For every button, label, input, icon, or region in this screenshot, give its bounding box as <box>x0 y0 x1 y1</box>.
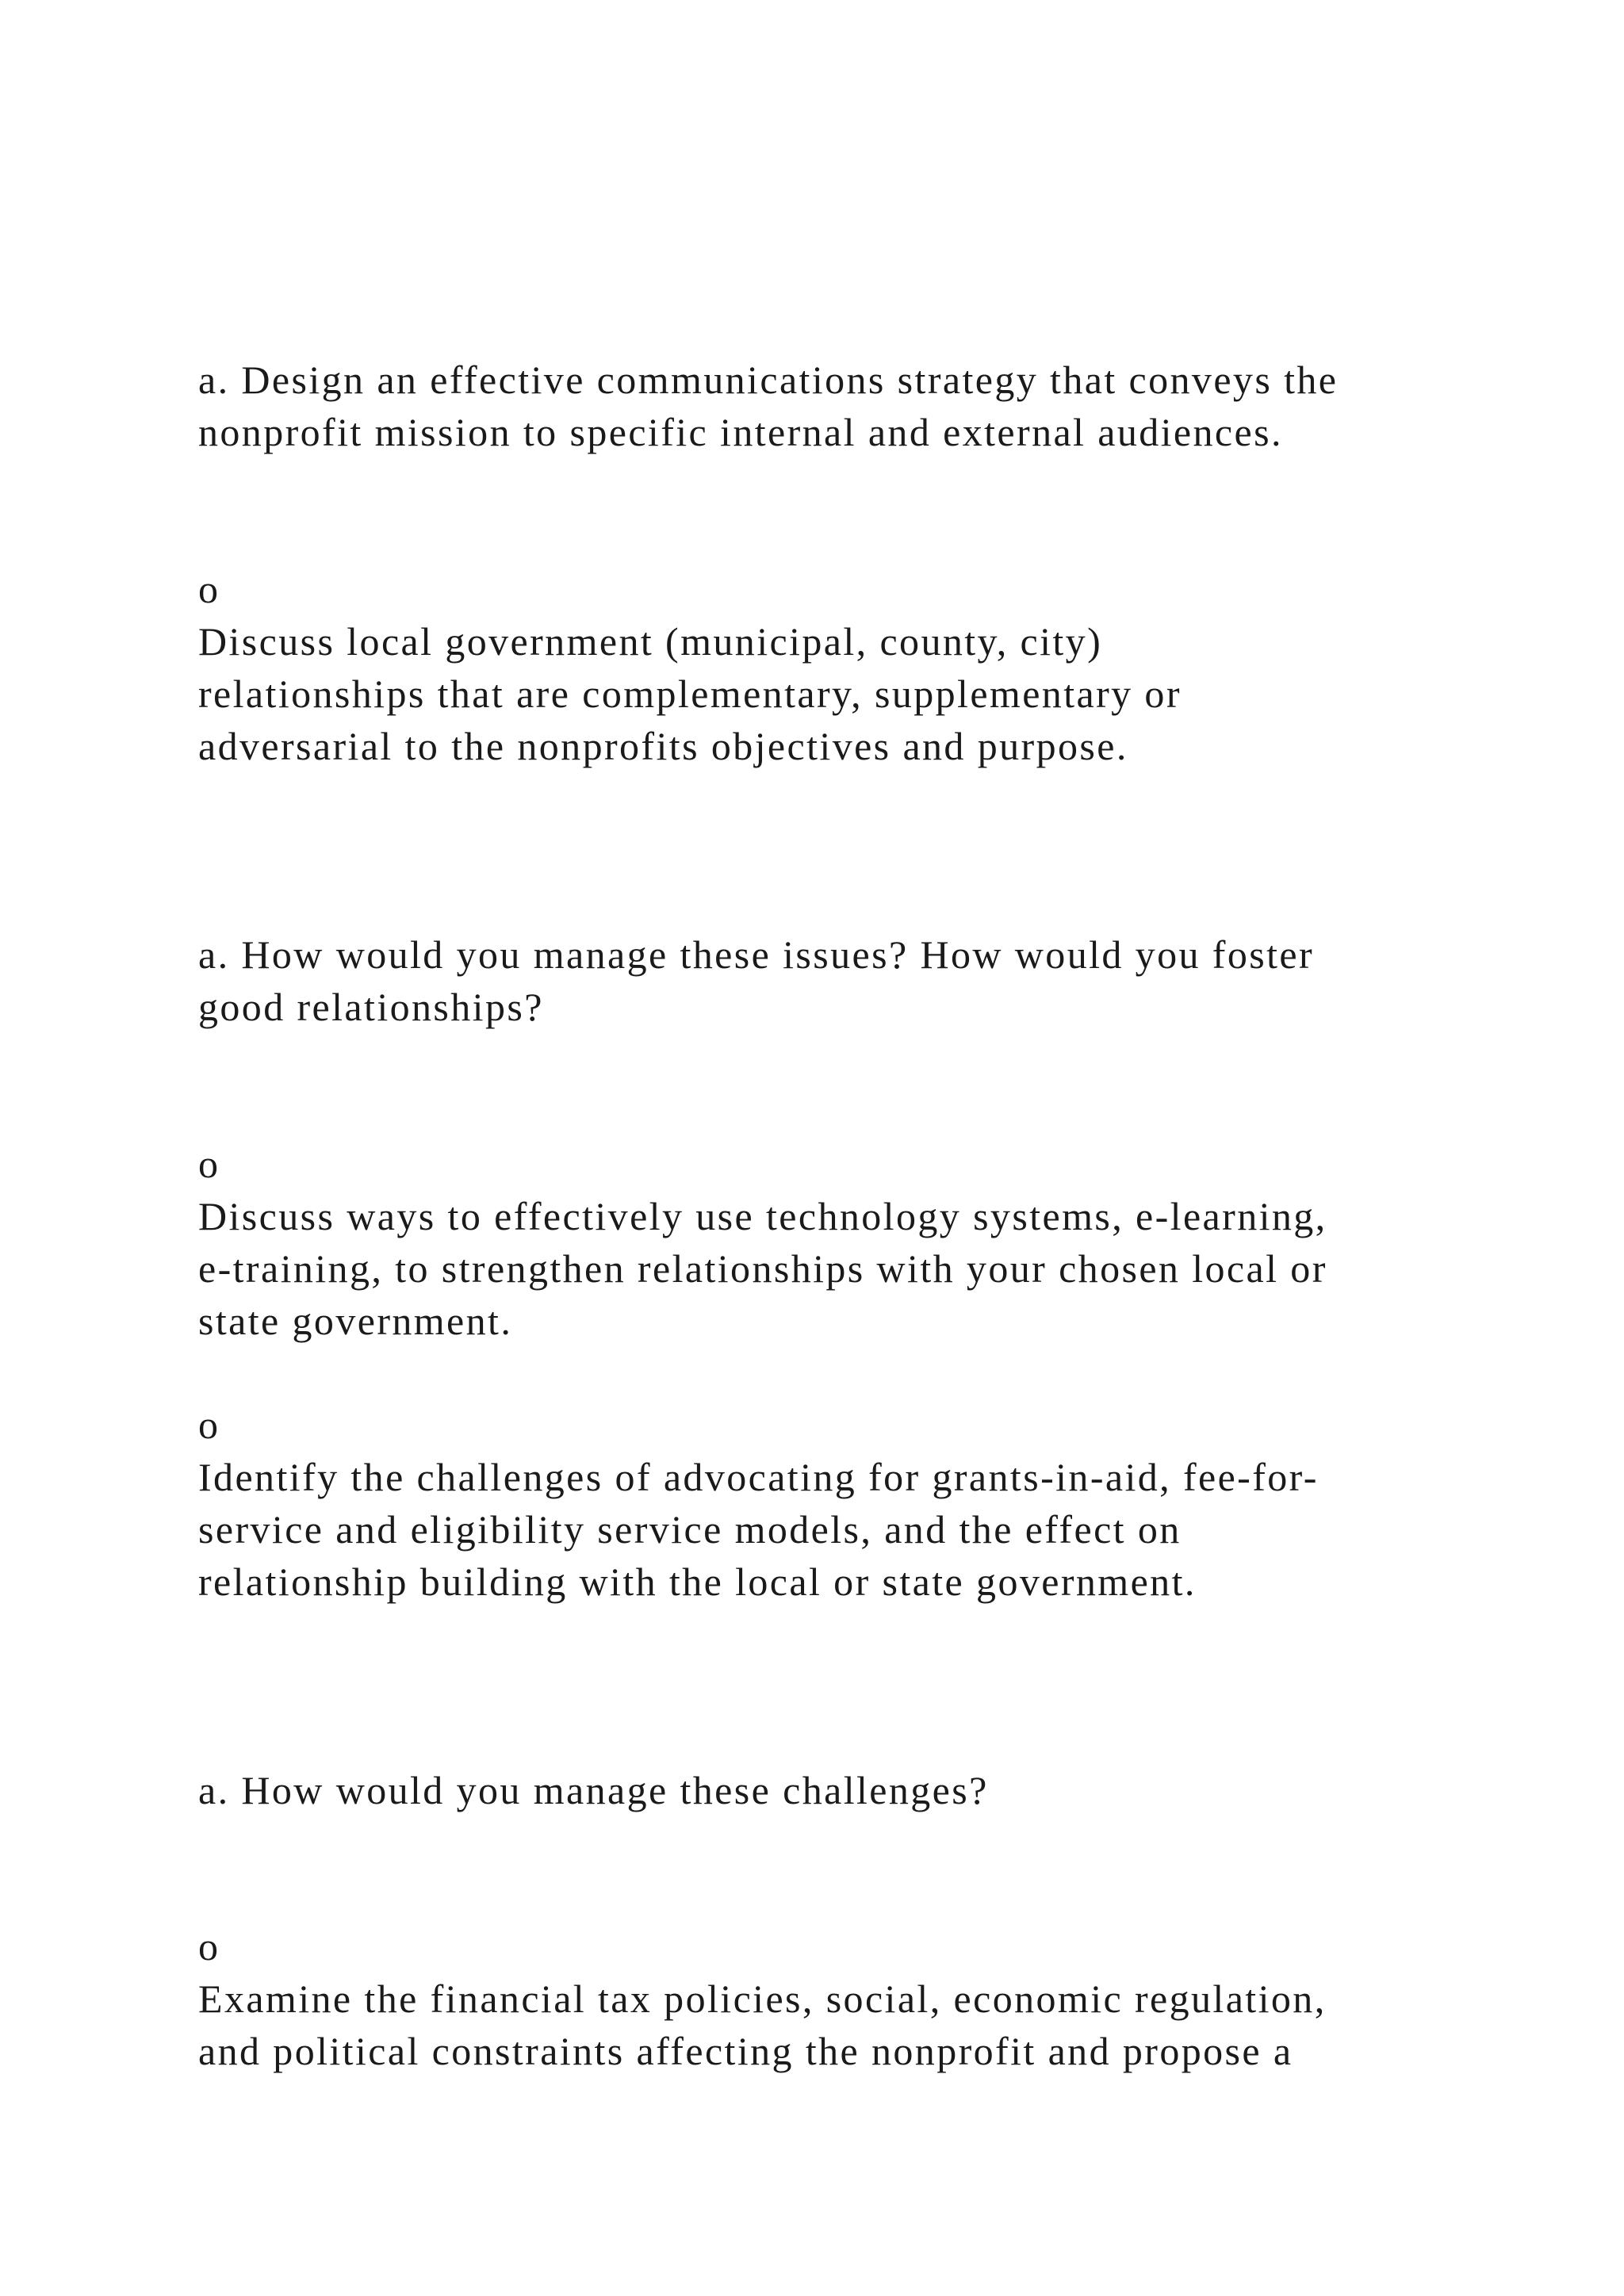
text-line: Discuss local government (municipal, county, city) <box>198 619 1103 664</box>
text-line: a. How would you manage these issues? How would you foster <box>198 932 1315 977</box>
text-line: good relationships? <box>198 985 544 1029</box>
paragraph-manage-issues <box>198 928 1499 1033</box>
bullet-marker: o <box>198 567 220 611</box>
text-line: service and eligibility service models, and the effect on <box>198 1507 1182 1552</box>
text-line: relationships that are complementary, supplementary or <box>198 672 1182 716</box>
paragraph-design-communications-strategy <box>198 354 1499 458</box>
text-line: adversarial to the nonprofits objectives and purpose. <box>198 724 1128 768</box>
bullet-item-technology-systems <box>198 1138 1499 1347</box>
paragraph-manage-challenges <box>198 1764 1499 1816</box>
text-line: a. How would you manage these challenges? <box>198 1768 989 1812</box>
text-line: state government. <box>198 1299 513 1343</box>
bullet-marker: o <box>198 1142 220 1186</box>
bullet-item-financial-tax-policies <box>198 1920 1499 2077</box>
text-line: Discuss ways to effectively use technology systems, e-learning, <box>198 1194 1327 1238</box>
text-line: relationship building with the local or state government. <box>198 1559 1197 1604</box>
text-line: and political constraints affecting the nonprofit and propose a <box>198 2029 1293 2073</box>
bullet-item-local-government-relationships <box>198 563 1499 772</box>
bullet-item-advocacy-challenges <box>198 1399 1499 1608</box>
bullet-marker: o <box>198 1402 220 1447</box>
text-line: e-training, to strengthen relationships with your chosen local or <box>198 1246 1327 1291</box>
text-line: nonprofit mission to specific internal and external audiences. <box>198 410 1283 454</box>
text-line: Examine the financial tax policies, social, economic regulation, <box>198 1976 1327 2021</box>
text-line: Identify the challenges of advocating for grants-in-aid, fee-for- <box>198 1455 1319 1499</box>
bullet-marker: o <box>198 1924 220 1969</box>
text-line: a. Design an effective communications strategy that conveys the <box>198 358 1339 402</box>
